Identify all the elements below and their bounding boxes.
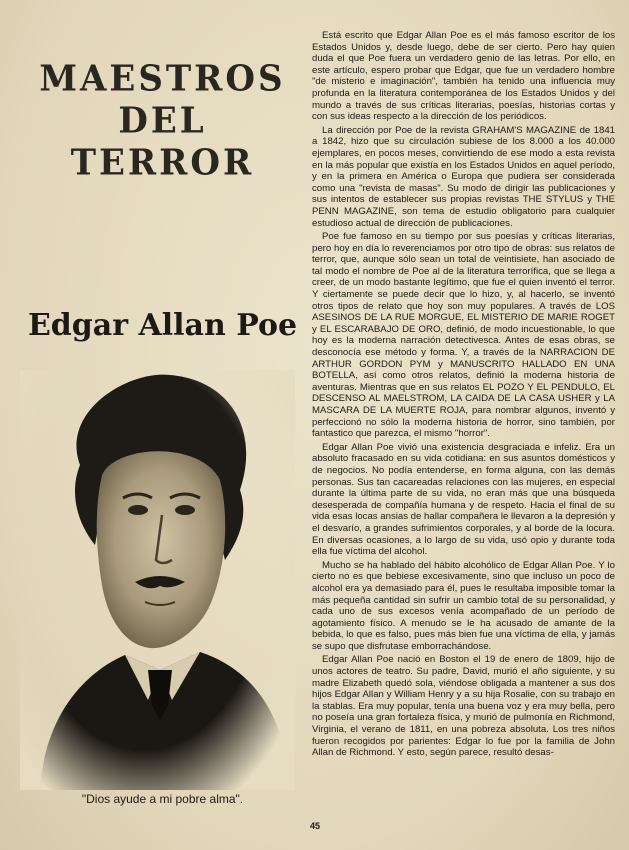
series-title-line: TERROR: [70, 142, 255, 184]
author-name: Edgar Allan Poe: [27, 308, 298, 343]
paragraph: Poe fue famoso en su tiempo por sus poesías y críticas literarias, pero hoy en día lo reverenciamos por otro tipo de obras: sus relatos de terror, que, aunque sólo sean un total de veintisiete, han asociado de tal modo el nombre de Poe al de la literatura terrorífica, que se llega a creer, de un modo bastante legítimo, que fue el quien inventó el terror. Y ciertamente se puede decir que lo hizo, y, al hacerlo, se inventó otros tipos de relato que hoy son muy populares. A través de LOS ASESINOS DE LA RUE MORGUE, EL MISTERIO DE MARIE ROGET y EL ESCARABAJO DE ORO, definió, de modo incuestionable, lo que hoy es la moderna narración detectivesca. Antes de esas obras, se desconocía ese método y forma. Y, a través de la NARRACION DE ARTHUR GORDON PYM y MANUSCRITO HALLADO EN UNA BOTELLA, así como otros relatos, definió la moderna historia de aventuras. Mientras que en sus relatos EL POZO Y EL PENDULO, EL DESCENSO AL MAELSTROM, LA CAIDA DE LA CASA USHER y LA MASCARA DE LA MUERTE ROJA, para nombrar algunos, inventó y perfeccionó no sólo la moderna historia de horror, sino también, por fantastico que parezca, el mismo "horror".: [312, 231, 615, 440]
series-title: [20, 58, 305, 184]
article-body: [312, 30, 615, 830]
series-title-line: MAESTROS: [39, 58, 286, 100]
paragraph: La dirección por Poe de la revista GRAHAM'S MAGAZINE de 1841 a 1842, hizo que su circulación subiese de los 8.000 a los 40.000 ejemplares, en pocos meses, convirtiendo de ese modo a esta revista en la más popular que existía en los Estados Unidos en aquel período, y en la primera en América o Europa que pudiera ser considerada como una "revista de masas". Su modo de dirigir las publicaciones y sus intentos de establecer sus propias revistas THE STYLUS y THE PENN MAGAZINE, son tema de estudio obligatorio para cualquier estudioso actual de dirección de publicaciones.: [312, 124, 615, 229]
paragraph: Mucho se ha hablado del hábito alcohólico de Edgar Allan Poe. Y lo cierto no es que bebiese excesivamente, sino que incluso un poco de alcohol era ya demasiado para él, pues le resultaba imposible tomar la más pequeña cantidad sin sufrir un cambio total de su personalidad, y cada uno de sus excesos venía acompañado de un período de agotamiento físico. A menudo se le ha acusado de amante de la bebida, lo que es falso, pues más bien fue una víctima de ella, y jamás se supo que disfrutase emborrachándose.: [312, 559, 615, 652]
page-number: 45: [309, 821, 320, 831]
series-title-line: DEL: [118, 100, 207, 142]
paragraph: Edgar Allan Poe nació en Boston el 19 de enero de 1809, hijo de unos actores de teatro. Su padre, David, murió el año siguiente, y su madre Elizabeth quedó sola, viéndose obligada a mantener a sus dos hijos Edgar Allan y William Henry y a su hija Rosalie, con su trabajo en la stablas. Era muy popular, tenía una buena voz y era muy bella, pero no poseía una gran fortaleza física, y murió de pulmonía en Richmond, Virginia, el verano de 1811, en una pobreza absoluta. Los tres niños fueron recogidos por parientes: Edgar lo fue por la familia de John Allan de Richmond. Y esto, según parece, resultó desas-: [312, 654, 615, 759]
paragraph: Edgar Allan Poe vivió una existencia desgraciada e infeliz. Era un absoluto fracasado en su vida cotidiana: en sus asuntos domésticos y de negocios. No podía entenderse, en forma alguna, con las demás personas. Sus tan cacareadas relaciones con las mujeres, en especial durante la última parte de su vida, no eran más que una búsqueda desesperada de compañía humana y de respeto. Hacia el final de su vida esas locas ansias de hallar compañera le llevaron a la depresión y el desvarío, a grandes sufrimientos corporales, y al borde de la locura. En diversas ocasiones, a lo largo de su vida, usó opio y durante toda ella fue víctima del alcohol.: [312, 441, 615, 558]
left-column: [20, 40, 305, 840]
portrait-caption: "Dios ayude a mi pobre alma".: [81, 792, 244, 806]
paragraph: Está escrito que Edgar Allan Poe es el más famoso escritor de los Estados Unidos y, desde luego, debe de ser cierto. Pero hay quien duda el que Poe fuera un verdadero genio de las letras. Por ello, en este artículo, espero probar que Edgar, que fue un verdadero hombre "de misterio e imaginación", también ha tenido una influencia muy profunda en la literatura contemporánea de los Estados Unidos y del mundo a través de sus críticas literarias, poesías, historias cortas y con sus ideas respecto a la dirección de los periódicos.: [312, 30, 615, 123]
author-portrait: [20, 370, 295, 790]
